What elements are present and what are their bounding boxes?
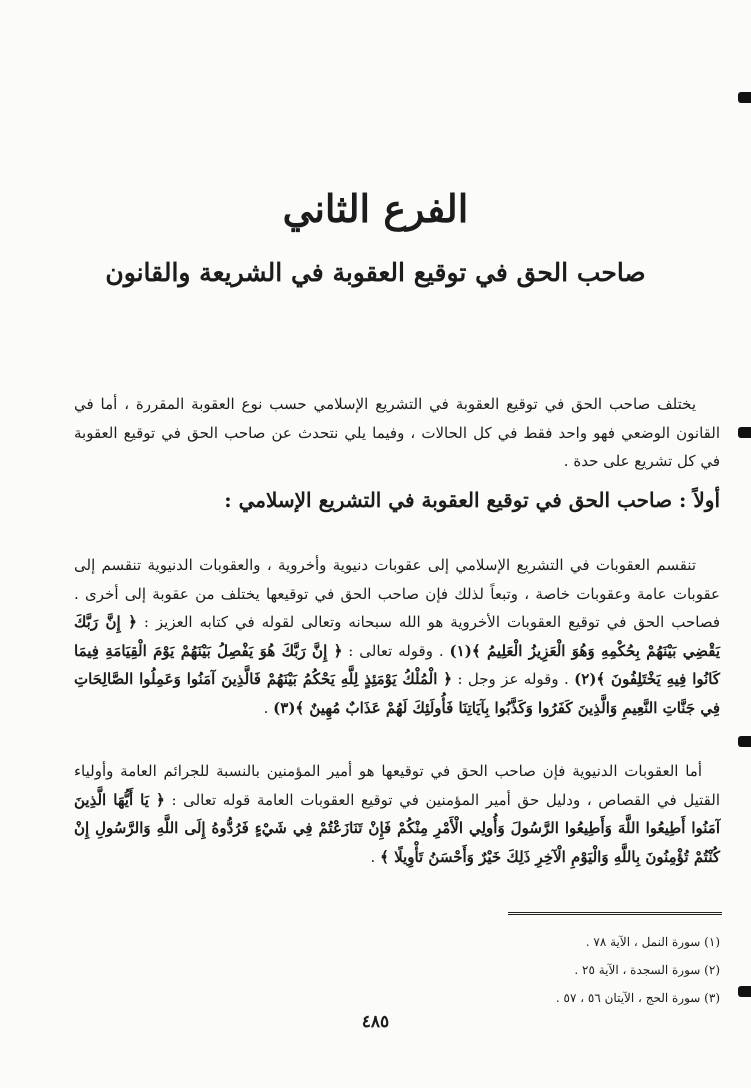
paragraph-end: . <box>263 698 269 717</box>
chapter-title: الفرع الثاني <box>282 186 469 231</box>
paragraph-text: . وقوله عز وجل : <box>457 670 569 689</box>
footnote-item: (٣) سورة الحج ، الآيتان ٥٦ ، ٥٧ . <box>555 991 720 1005</box>
footnotes <box>400 928 720 1012</box>
paragraph-eschatological-punishment <box>74 551 720 723</box>
footnote-item: (٢) سورة السجدة ، الآية ٢٥ . <box>574 963 720 977</box>
paragraph-text: تنقسم العقوبات في التشريع الإسلامي إلى عقوبات دنيوية وأخروية ، والعقوبات الدنيوية تنقسم إلى عقوبات عامة وعقوبات خاصة ، وتبعاً لذلك فإن صاحب الحق في توقيعها يختلف من عقوبة إلى أخرى . فصاحب الحق في توقيع العقوبات الأخروية هو الله سبحانه وتعالى لقوله في كتابه العزيز : <box>74 556 720 632</box>
footnote-divider <box>508 912 722 915</box>
paragraph-text: أما العقوبات الدنيوية فإن صاحب الحق في توقيعها هو أمير المؤمنين بالنسبة للجرائم العامة وأولياء القتيل في القصاص ، ودليل حق أمير المؤمنين في توقيع العقوبات العامة قوله تعالى : <box>74 762 720 809</box>
page-edge-mark <box>738 986 751 997</box>
quran-quote: ﴿ الْمُلْكُ يَوْمَئِذٍ لِلَّهِ يَحْكُمُ بَيْنَهُمْ فَالَّذِينَ آمَنُوا وَعَمِلُوا الصَّالِحَاتِ فِي جَنَّاتِ النَّعِيمِ وَالَّذِينَ كَفَرُوا وَكَذَّبُوا بِآيَاتِنَا فَأُولَئِكَ لَهُمْ عَذَابٌ مُهِينٌ ﴾(٣) <box>74 670 720 717</box>
chapter-subtitle: صاحب الحق في توقيع العقوبة في الشريعة والقانون <box>105 258 646 287</box>
page-edge-mark <box>738 427 751 438</box>
quran-quote: ﴿ إِنَّ رَبَّكَ هُوَ يَفْصِلُ بَيْنَهُمْ يَوْمَ الْقِيَامَةِ فِيمَا كَانُوا فِيهِ يَخْتَلِفُونَ ﴾(٢) <box>74 641 721 689</box>
section-heading: أولاً : صاحب الحق في توقيع العقوبة في التشريع الإسلامي : <box>224 488 720 512</box>
page-number: ٤٨٥ <box>361 1012 390 1032</box>
quran-quote: ﴿ يَا أَيُّهَا الَّذِينَ آمَنُوا أَطِيعُوا اللَّهَ وَأَطِيعُوا الرَّسُولَ وَأُولِي الْأَمْرِ مِنْكُمْ فَإِنْ تَنَازَعْتُمْ فِي شَيْءٍ فَرُدُّوهُ إِلَى اللَّهِ وَالرَّسُولِ إِنْ كُنْتُمْ تُؤْمِنُونَ بِاللَّهِ وَالْيَوْمِ الْآخِرِ ذَلِكَ خَيْرٌ وَأَحْسَنُ تَأْوِيلًا ﴾ <box>74 790 720 866</box>
page-edge-mark <box>738 92 751 103</box>
quran-quote: ﴿ إِنَّ رَبَّكَ يَقْضِي بَيْنَهُمْ بِحُكْمِهِ وَهُوَ الْعَزِيزُ الْعَلِيمُ ﴾(١) <box>74 613 720 660</box>
page-edge-mark <box>738 736 751 747</box>
paragraph-text: . وقوله تعالى : <box>348 641 444 660</box>
paragraph-worldly-punishment <box>74 757 720 871</box>
intro-paragraph: يختلف صاحب الحق في توقيع العقوبة في التشريع الإسلامي حسب نوع العقوبة المقررة ، أما في القانون الوضعي فهو واحد فقط في كل الحالات ، وفيما يلي نتحدث عن صاحب الحق في توقيع العقوبة في كل تشريع على حدة . <box>74 395 720 471</box>
footnote-item: (١) سورة النمل ، الآية ٧٨ . <box>585 935 720 949</box>
paragraph-end: . <box>370 847 376 866</box>
